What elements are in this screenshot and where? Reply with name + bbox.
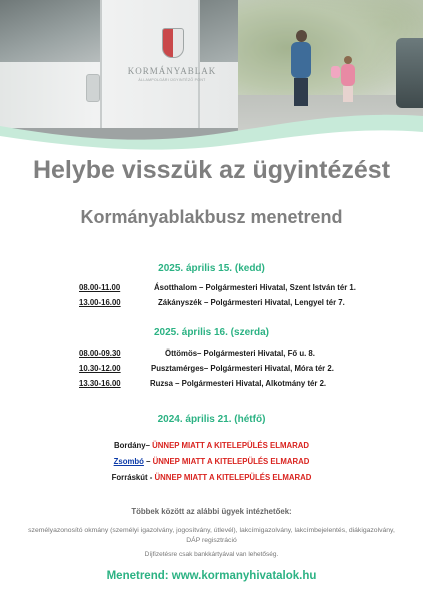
schedule-row	[0, 349, 423, 362]
schedule-time: 10.30-12.00	[79, 364, 121, 373]
cancelled-row: Forráskút - ÜNNEP MIATT A KITELEPÜLÉS ELMARAD	[111, 473, 312, 482]
cancel-message: ÜNNEP MIATT A KITELEPÜLÉS ELMARAD	[154, 473, 312, 482]
bus-window-right	[200, 0, 238, 62]
bus-window-left	[0, 0, 100, 62]
schedule-date: 2025. április 15. (kedd)	[158, 263, 265, 274]
schedule-place: Öttömös– Polgármesteri Hivatal, Fő u. 8.	[165, 349, 315, 358]
schedule-row	[0, 379, 423, 392]
schedule-place: Zákányszék – Polgármesteri Hivatal, Lengyel tér 7.	[158, 298, 345, 307]
cancelled-town: Forráskút	[111, 473, 148, 482]
schedule-time: 13.30-16.00	[79, 379, 121, 388]
schedule-row	[0, 283, 423, 296]
cancelled-town-link[interactable]: Zsombó	[113, 457, 144, 466]
cancelled-row: Zsombó – ÜNNEP MIATT A KITELEPÜLÉS ELMARAD	[113, 457, 310, 466]
cancelled-row: Bordány– ÜNNEP MIATT A KITELEPÜLÉS ELMARAD	[114, 441, 309, 450]
child-bag	[331, 66, 340, 78]
schedule-website: Menetrend: www.kormanyhivatalok.hu	[106, 570, 317, 582]
services-list: személyazonosító okmány (személyi igazolvány, jogosítvány, útlevél), lakcímigazolvány, lakcímbejelentés, diákigazolvány, DÁP regisztráció	[28, 527, 395, 544]
adult-walking	[288, 30, 314, 106]
cancelled-town: Bordány	[114, 441, 146, 450]
cancel-message: ÜNNEP MIATT A KITELEPÜLÉS ELMARAD	[152, 457, 310, 466]
schedule-time: 08.00-11.00	[79, 283, 121, 292]
coat-of-arms-icon	[162, 28, 184, 58]
schedule-row	[0, 364, 423, 377]
schedule-time: 08.00-09.30	[79, 349, 121, 358]
cancel-message: ÜNNEP MIATT A KITELEPÜLÉS ELMARAD	[152, 441, 309, 450]
schedule-place: Pusztamérges– Polgármesteri Hivatal, Móra tér 2.	[151, 364, 334, 373]
decorative-wave	[0, 96, 423, 160]
schedule-date: 2024. április 21. (hétfő)	[157, 414, 266, 425]
schedule-time: 13.00-16.00	[79, 298, 121, 307]
schedule-place: Ásotthalom – Polgármesteri Hivatal, Szent István tér 1.	[154, 283, 356, 292]
schedule-date: 2025. április 16. (szerda)	[153, 327, 270, 338]
page-subtitle: Kormányablakbusz menetrend	[80, 207, 343, 227]
logo-tagline: ÁLLAMPOLGÁRI ÜGYINTÉZŐ PONT	[138, 78, 206, 82]
payment-note: Díjfizetésre csak bankkártyával van lehetőség.	[144, 551, 279, 558]
logo-name: KORMÁNYABLAK	[127, 66, 217, 76]
schedule-place: Ruzsa – Polgármesteri Hivatal, Alkotmány tér 2.	[150, 379, 327, 388]
page-title: Helybe visszük az ügyintézést	[32, 156, 391, 184]
services-heading: Többek között az alábbi ügyek intézhetőek:	[131, 507, 292, 516]
schedule-row	[0, 298, 423, 311]
